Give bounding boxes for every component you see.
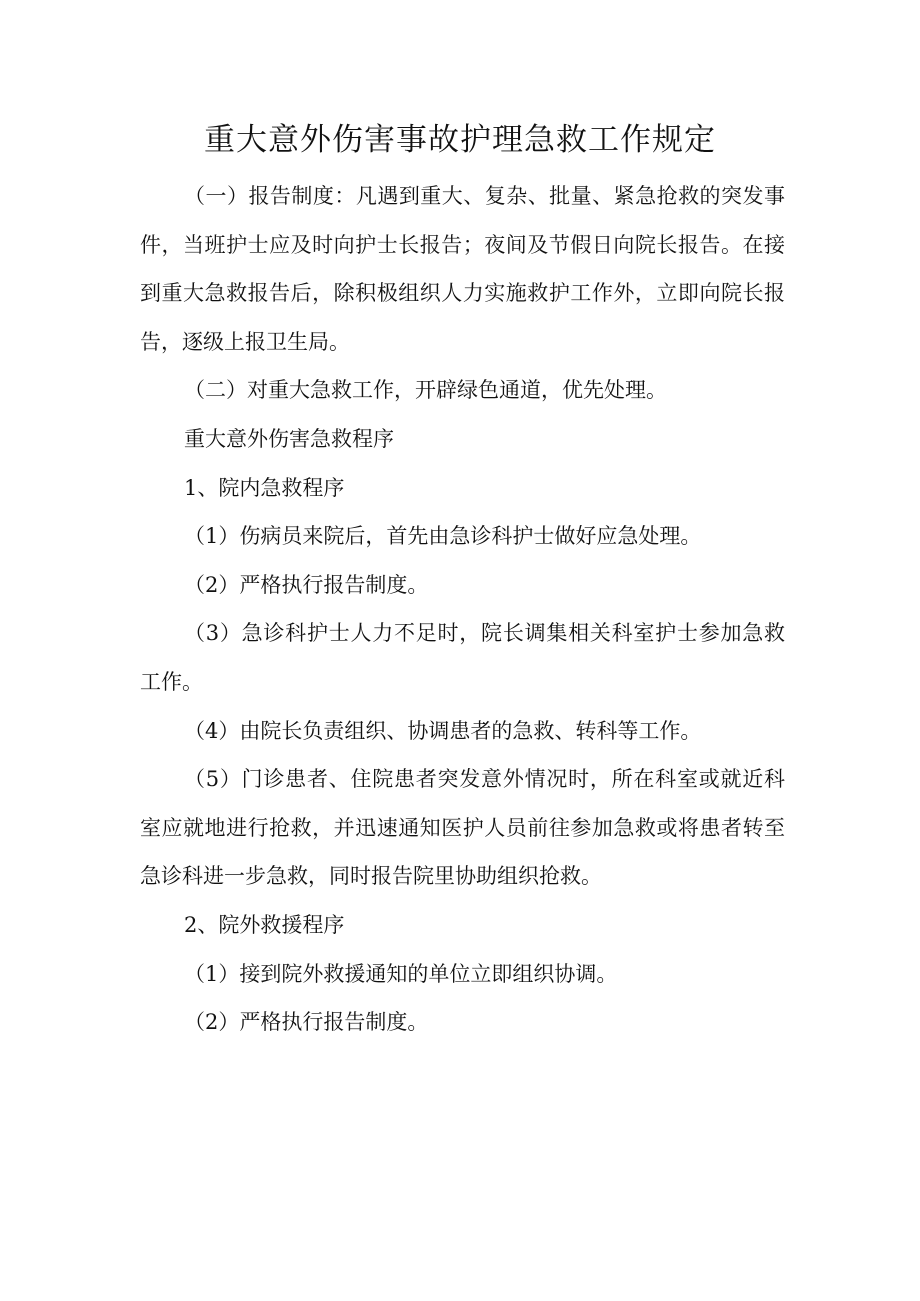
list-item-in-hospital-4: （4）由院长负责组织、协调患者的急救、转科等工作。 [184, 718, 702, 743]
list-item-in-hospital-3: （3）急诊科护士人力不足时，院长调集相关科室护士参加急救工作。 [140, 621, 785, 694]
subsection-heading-in-hospital: 1、院内急救程序 [184, 475, 345, 500]
list-item-out-of-hospital-1: （1）接到院外救援通知的单位立即组织协调。 [184, 961, 618, 986]
paragraph-green-channel: （二）对重大急救工作，开辟绿色通道，优先处理。 [184, 378, 667, 403]
section-heading-emergency-procedure: 重大意外伤害急救程序 [184, 426, 394, 451]
document-body [140, 172, 785, 1047]
document-title: 重大意外伤害事故护理急救工作规定 [204, 122, 716, 158]
list-item-out-of-hospital-2: （2）严格执行报告制度。 [184, 1010, 429, 1035]
list-item-in-hospital-5: （5）门诊患者、住院患者突发意外情况时，所在科室或就近科室应就地进行抢救，并迅速通知医护人员前往参加急救或将患者转至急诊科进一步急救，同时报告院里协助组织抢救。 [140, 767, 785, 889]
list-item-in-hospital-2: （2）严格执行报告制度。 [184, 572, 429, 597]
subsection-heading-out-of-hospital: 2、院外救援程序 [184, 912, 345, 937]
list-item-in-hospital-1: （1）伤病员来院后，首先由急诊科护士做好应急处理。 [184, 524, 702, 549]
paragraph-report-system: （一）报告制度：凡遇到重大、复杂、批量、紧急抢救的突发事件，当班护士应及时向护士长报告；夜间及节假日向院长报告。在接到重大急救报告后，除积极组织人力实施救护工作外，立即向院长报告，逐级上报卫生局。 [140, 184, 785, 354]
